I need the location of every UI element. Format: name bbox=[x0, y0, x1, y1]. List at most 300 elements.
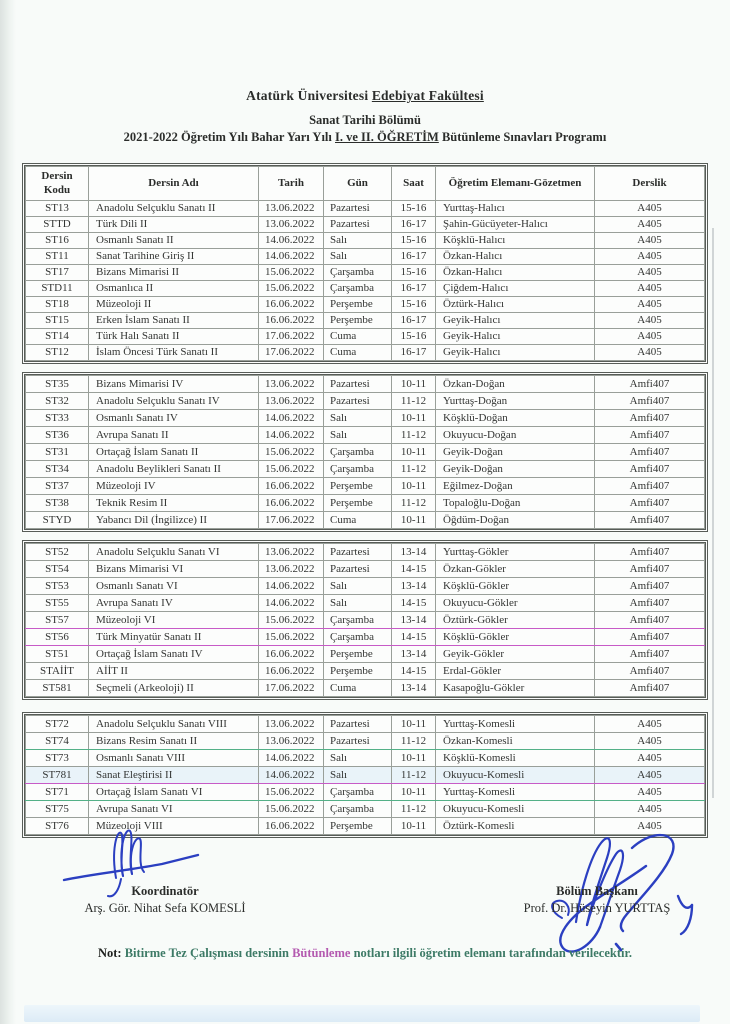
cell-instructor: Özkan-Gökler bbox=[436, 561, 595, 578]
cell-code: ST18 bbox=[26, 297, 89, 313]
table-row bbox=[26, 281, 705, 297]
cell-course: Osmanlı Sanatı II bbox=[89, 233, 259, 249]
university-name: Atatürk Üniversitesi bbox=[246, 88, 372, 103]
cell-day: Pazartesi bbox=[324, 217, 392, 233]
table-row bbox=[26, 750, 705, 767]
cell-room: Amfi407 bbox=[595, 512, 705, 529]
cell-room: Amfi407 bbox=[595, 612, 705, 629]
note-text-2: notları ilgili öğretim elemanı tarafından verilecektir. bbox=[350, 946, 632, 960]
cell-room: Amfi407 bbox=[595, 544, 705, 561]
cell-room: Amfi407 bbox=[595, 663, 705, 680]
cell-room: Amfi407 bbox=[595, 393, 705, 410]
cell-date: 15.06.2022 bbox=[259, 444, 324, 461]
cell-instructor: Eğilmez-Doğan bbox=[436, 478, 595, 495]
table-row bbox=[26, 478, 705, 495]
cell-code: ST11 bbox=[26, 249, 89, 265]
cell-hour: 10-11 bbox=[392, 784, 436, 801]
column-header: Dersin Adı bbox=[89, 167, 259, 201]
cell-code: ST57 bbox=[26, 612, 89, 629]
table-row bbox=[26, 733, 705, 750]
cell-code: ST15 bbox=[26, 313, 89, 329]
cell-day: Salı bbox=[324, 410, 392, 427]
cell-date: 16.06.2022 bbox=[259, 297, 324, 313]
cell-hour: 13-14 bbox=[392, 544, 436, 561]
cell-instructor: Öğdüm-Doğan bbox=[436, 512, 595, 529]
cell-course: Müzeoloji IV bbox=[89, 478, 259, 495]
table-row bbox=[26, 767, 705, 784]
cell-room: Amfi407 bbox=[595, 376, 705, 393]
table-row bbox=[26, 297, 705, 313]
cell-code: STYD bbox=[26, 512, 89, 529]
cell-hour: 16-17 bbox=[392, 313, 436, 329]
cell-hour: 11-12 bbox=[392, 495, 436, 512]
table-row bbox=[26, 345, 705, 361]
cell-date: 14.06.2022 bbox=[259, 767, 324, 784]
column-header: Tarih bbox=[259, 167, 324, 201]
cell-course: Bizans Resim Sanatı II bbox=[89, 733, 259, 750]
cell-room: A405 bbox=[595, 750, 705, 767]
cell-course: Osmanlıca II bbox=[89, 281, 259, 297]
cell-day: Salı bbox=[324, 750, 392, 767]
cell-hour: 11-12 bbox=[392, 461, 436, 478]
table-row bbox=[26, 265, 705, 281]
cell-course: Anadolu Selçuklu Sanatı II bbox=[89, 201, 259, 217]
cell-code: ST31 bbox=[26, 444, 89, 461]
cell-hour: 10-11 bbox=[392, 512, 436, 529]
cell-hour: 16-17 bbox=[392, 249, 436, 265]
cell-date: 14.06.2022 bbox=[259, 578, 324, 595]
cell-code: ST51 bbox=[26, 646, 89, 663]
cell-code: ST17 bbox=[26, 265, 89, 281]
cell-day: Çarşamba bbox=[324, 281, 392, 297]
chair-name: Prof. Dr. Hüseyin YURTTAŞ bbox=[523, 901, 671, 915]
table-row bbox=[26, 249, 705, 265]
cell-course: Osmanlı Sanatı VIII bbox=[89, 750, 259, 767]
cell-code: ST55 bbox=[26, 595, 89, 612]
cell-instructor: Okuyucu-Doğan bbox=[436, 427, 595, 444]
cell-day: Salı bbox=[324, 249, 392, 265]
cell-code: ST14 bbox=[26, 329, 89, 345]
cell-room: Amfi407 bbox=[595, 646, 705, 663]
cell-date: 16.06.2022 bbox=[259, 313, 324, 329]
column-header: Gün bbox=[324, 167, 392, 201]
program-title bbox=[0, 130, 730, 145]
cell-day: Pazartesi bbox=[324, 393, 392, 410]
cell-hour: 16-17 bbox=[392, 281, 436, 297]
cell-room: A405 bbox=[595, 345, 705, 361]
cell-date: 15.06.2022 bbox=[259, 801, 324, 818]
cell-date: 16.06.2022 bbox=[259, 478, 324, 495]
cell-room: A405 bbox=[595, 313, 705, 329]
column-header: Öğretim Elemanı-Gözetmen bbox=[436, 167, 595, 201]
cell-room: A405 bbox=[595, 297, 705, 313]
cell-course: Müzeoloji VIII bbox=[89, 818, 259, 835]
cell-room: A405 bbox=[595, 281, 705, 297]
cell-day: Perşembe bbox=[324, 818, 392, 835]
cell-hour: 10-11 bbox=[392, 410, 436, 427]
cell-code: ST12 bbox=[26, 345, 89, 361]
cell-instructor: Topaloğlu-Doğan bbox=[436, 495, 595, 512]
cell-room: A405 bbox=[595, 801, 705, 818]
table-row bbox=[26, 217, 705, 233]
cell-date: 15.06.2022 bbox=[259, 784, 324, 801]
cell-date: 16.06.2022 bbox=[259, 663, 324, 680]
exam-table-4-grid bbox=[25, 715, 705, 835]
cell-hour: 11-12 bbox=[392, 733, 436, 750]
note-highlight: Bütünleme bbox=[292, 946, 351, 960]
cell-room: Amfi407 bbox=[595, 629, 705, 646]
cell-course: Sanat Tarihine Giriş II bbox=[89, 249, 259, 265]
cell-instructor: Geyik-Doğan bbox=[436, 444, 595, 461]
cell-room: A405 bbox=[595, 818, 705, 835]
table-row bbox=[26, 393, 705, 410]
faculty-name: Edebiyat Fakültesi bbox=[371, 88, 484, 103]
cell-day: Çarşamba bbox=[324, 461, 392, 478]
cell-day: Pazartesi bbox=[324, 544, 392, 561]
cell-date: 16.06.2022 bbox=[259, 495, 324, 512]
cell-instructor: Geyik-Halıcı bbox=[436, 329, 595, 345]
cell-instructor: Erdal-Gökler bbox=[436, 663, 595, 680]
cell-course: Ortaçağ İslam Sanatı II bbox=[89, 444, 259, 461]
cell-day: Perşembe bbox=[324, 495, 392, 512]
cell-instructor: Köşklü-Halıcı bbox=[436, 233, 595, 249]
table-row bbox=[26, 329, 705, 345]
cell-course: Avrupa Sanatı IV bbox=[89, 595, 259, 612]
cell-room: Amfi407 bbox=[595, 478, 705, 495]
cell-date: 13.06.2022 bbox=[259, 561, 324, 578]
note-label: Not: bbox=[97, 946, 122, 960]
cell-course: Yabancı Dil (İngilizce) II bbox=[89, 512, 259, 529]
cell-code: ST56 bbox=[26, 629, 89, 646]
cell-date: 13.06.2022 bbox=[259, 544, 324, 561]
table-row bbox=[26, 612, 705, 629]
cell-room: Amfi407 bbox=[595, 444, 705, 461]
chair-block bbox=[497, 884, 697, 916]
cell-hour: 14-15 bbox=[392, 595, 436, 612]
table-row bbox=[26, 313, 705, 329]
cell-course: Ortaçağ İslam Sanatı VI bbox=[89, 784, 259, 801]
cell-day: Salı bbox=[324, 578, 392, 595]
cell-course: Sanat Eleştirisi II bbox=[89, 767, 259, 784]
cell-day: Çarşamba bbox=[324, 265, 392, 281]
scan-artifact-line bbox=[712, 228, 714, 798]
exam-table-2-grid bbox=[25, 375, 705, 529]
cell-hour: 15-16 bbox=[392, 233, 436, 249]
table-row bbox=[26, 495, 705, 512]
cell-day: Perşembe bbox=[324, 313, 392, 329]
cell-day: Salı bbox=[324, 427, 392, 444]
cell-date: 15.06.2022 bbox=[259, 612, 324, 629]
cell-date: 15.06.2022 bbox=[259, 281, 324, 297]
cell-course: Teknik Resim II bbox=[89, 495, 259, 512]
cell-code: ST36 bbox=[26, 427, 89, 444]
cell-hour: 14-15 bbox=[392, 629, 436, 646]
cell-date: 13.06.2022 bbox=[259, 376, 324, 393]
column-header: Saat bbox=[392, 167, 436, 201]
cell-day: Pazartesi bbox=[324, 201, 392, 217]
cell-instructor: Geyik-Halıcı bbox=[436, 345, 595, 361]
table-row bbox=[26, 544, 705, 561]
cell-hour: 10-11 bbox=[392, 818, 436, 835]
exam-table-1 bbox=[22, 163, 708, 364]
table-row bbox=[26, 444, 705, 461]
cell-instructor: Okuyucu-Komesli bbox=[436, 801, 595, 818]
table-row bbox=[26, 680, 705, 697]
cell-code: ST13 bbox=[26, 201, 89, 217]
cell-date: 13.06.2022 bbox=[259, 393, 324, 410]
department-title: Sanat Tarihi Bölümü bbox=[309, 113, 421, 127]
cell-instructor: Köşklü-Komesli bbox=[436, 750, 595, 767]
cell-day: Cuma bbox=[324, 345, 392, 361]
cell-code: ST32 bbox=[26, 393, 89, 410]
coordinator-block bbox=[65, 884, 265, 916]
cell-hour: 15-16 bbox=[392, 297, 436, 313]
cell-instructor: Öztürk-Komesli bbox=[436, 818, 595, 835]
cell-code: ST35 bbox=[26, 376, 89, 393]
cell-instructor: Kasapoğlu-Gökler bbox=[436, 680, 595, 697]
exam-table-2 bbox=[22, 372, 708, 532]
cell-instructor: Okuyucu-Komesli bbox=[436, 767, 595, 784]
scan-bottom-band bbox=[24, 1005, 700, 1022]
cell-course: Türk Minyatür Sanatı II bbox=[89, 629, 259, 646]
cell-room: A405 bbox=[595, 733, 705, 750]
cell-instructor: Yurttaş-Komesli bbox=[436, 716, 595, 733]
cell-code: ST781 bbox=[26, 767, 89, 784]
table-row bbox=[26, 410, 705, 427]
cell-hour: 13-14 bbox=[392, 646, 436, 663]
chair-title: Bölüm Başkanı bbox=[556, 884, 638, 898]
table-row bbox=[26, 201, 705, 217]
cell-room: Amfi407 bbox=[595, 595, 705, 612]
table-row bbox=[26, 663, 705, 680]
cell-room: Amfi407 bbox=[595, 578, 705, 595]
cell-day: Çarşamba bbox=[324, 612, 392, 629]
cell-hour: 10-11 bbox=[392, 716, 436, 733]
cell-course: Bizans Mimarisi VI bbox=[89, 561, 259, 578]
cell-instructor: Köşklü-Doğan bbox=[436, 410, 595, 427]
university-title bbox=[0, 88, 730, 104]
footer-note bbox=[0, 946, 730, 961]
cell-course: Anadolu Selçuklu Sanatı IV bbox=[89, 393, 259, 410]
cell-course: Müzeoloji II bbox=[89, 297, 259, 313]
cell-day: Perşembe bbox=[324, 297, 392, 313]
cell-instructor: Çiğdem-Halıcı bbox=[436, 281, 595, 297]
exam-table-4 bbox=[22, 712, 708, 838]
cell-day: Çarşamba bbox=[324, 784, 392, 801]
cell-course: Anadolu Selçuklu Sanatı VIII bbox=[89, 716, 259, 733]
cell-code: ST38 bbox=[26, 495, 89, 512]
cell-code: ST53 bbox=[26, 578, 89, 595]
cell-date: 16.06.2022 bbox=[259, 818, 324, 835]
cell-course: Avrupa Sanatı VI bbox=[89, 801, 259, 818]
cell-room: Amfi407 bbox=[595, 495, 705, 512]
cell-instructor: Özkan-Doğan bbox=[436, 376, 595, 393]
cell-room: A405 bbox=[595, 716, 705, 733]
cell-hour: 10-11 bbox=[392, 750, 436, 767]
table-row bbox=[26, 595, 705, 612]
cell-hour: 13-14 bbox=[392, 578, 436, 595]
cell-day: Cuma bbox=[324, 512, 392, 529]
scan-left-edge bbox=[0, 0, 16, 1024]
cell-code: STD11 bbox=[26, 281, 89, 297]
cell-day: Çarşamba bbox=[324, 444, 392, 461]
cell-room: A405 bbox=[595, 767, 705, 784]
cell-code: STTD bbox=[26, 217, 89, 233]
cell-date: 15.06.2022 bbox=[259, 629, 324, 646]
program-title-prefix: 2021-2022 Öğretim Yılı Bahar Yarı Yılı bbox=[123, 130, 335, 144]
cell-day: Perşembe bbox=[324, 663, 392, 680]
cell-instructor: Geyik-Gökler bbox=[436, 646, 595, 663]
cell-course: Bizans Mimarisi IV bbox=[89, 376, 259, 393]
cell-day: Cuma bbox=[324, 680, 392, 697]
column-header: Derslik bbox=[595, 167, 705, 201]
cell-instructor: Özkan-Halıcı bbox=[436, 265, 595, 281]
table-row bbox=[26, 801, 705, 818]
cell-day: Çarşamba bbox=[324, 801, 392, 818]
cell-day: Cuma bbox=[324, 329, 392, 345]
table-row bbox=[26, 716, 705, 733]
cell-code: STAİİT bbox=[26, 663, 89, 680]
cell-room: A405 bbox=[595, 233, 705, 249]
cell-hour: 13-14 bbox=[392, 680, 436, 697]
program-title-suffix: Bütünleme Sınavları Programı bbox=[438, 130, 607, 144]
cell-day: Pazartesi bbox=[324, 561, 392, 578]
cell-code: ST16 bbox=[26, 233, 89, 249]
cell-hour: 11-12 bbox=[392, 393, 436, 410]
cell-room: A405 bbox=[595, 265, 705, 281]
table-row bbox=[26, 427, 705, 444]
cell-code: ST74 bbox=[26, 733, 89, 750]
cell-date: 16.06.2022 bbox=[259, 646, 324, 663]
cell-code: ST71 bbox=[26, 784, 89, 801]
cell-instructor: Geyik-Halıcı bbox=[436, 313, 595, 329]
cell-code: ST75 bbox=[26, 801, 89, 818]
cell-date: 17.06.2022 bbox=[259, 512, 324, 529]
cell-date: 15.06.2022 bbox=[259, 461, 324, 478]
cell-instructor: Şahin-Gücüyeter-Halıcı bbox=[436, 217, 595, 233]
cell-day: Çarşamba bbox=[324, 629, 392, 646]
cell-room: Amfi407 bbox=[595, 561, 705, 578]
cell-room: A405 bbox=[595, 329, 705, 345]
cell-instructor: Yurttaş-Komesli bbox=[436, 784, 595, 801]
cell-code: ST76 bbox=[26, 818, 89, 835]
cell-course: Osmanlı Sanatı VI bbox=[89, 578, 259, 595]
table-row bbox=[26, 233, 705, 249]
cell-hour: 15-16 bbox=[392, 329, 436, 345]
cell-instructor: Öztürk-Gökler bbox=[436, 612, 595, 629]
cell-instructor: Yurttaş-Doğan bbox=[436, 393, 595, 410]
header-row bbox=[26, 167, 705, 201]
cell-hour: 11-12 bbox=[392, 427, 436, 444]
cell-room: A405 bbox=[595, 249, 705, 265]
cell-instructor: Okuyucu-Gökler bbox=[436, 595, 595, 612]
cell-date: 13.06.2022 bbox=[259, 733, 324, 750]
cell-code: ST72 bbox=[26, 716, 89, 733]
cell-hour: 14-15 bbox=[392, 663, 436, 680]
cell-date: 14.06.2022 bbox=[259, 249, 324, 265]
cell-course: Türk Halı Sanatı II bbox=[89, 329, 259, 345]
table-row bbox=[26, 561, 705, 578]
document-header bbox=[0, 88, 730, 145]
cell-code: ST37 bbox=[26, 478, 89, 495]
cell-date: 17.06.2022 bbox=[259, 345, 324, 361]
cell-instructor: Yurttaş-Gökler bbox=[436, 544, 595, 561]
cell-course: Avrupa Sanatı II bbox=[89, 427, 259, 444]
cell-room: Amfi407 bbox=[595, 427, 705, 444]
cell-day: Salı bbox=[324, 233, 392, 249]
cell-course: Erken İslam Sanatı II bbox=[89, 313, 259, 329]
table-row bbox=[26, 376, 705, 393]
cell-instructor: Köşklü-Gökler bbox=[436, 629, 595, 646]
cell-course: Anadolu Beylikleri Sanatı II bbox=[89, 461, 259, 478]
cell-room: A405 bbox=[595, 784, 705, 801]
cell-code: ST54 bbox=[26, 561, 89, 578]
cell-code: ST52 bbox=[26, 544, 89, 561]
cell-course: İslam Öncesi Türk Sanatı II bbox=[89, 345, 259, 361]
cell-date: 17.06.2022 bbox=[259, 680, 324, 697]
exam-table-3-grid bbox=[25, 543, 705, 697]
cell-room: Amfi407 bbox=[595, 410, 705, 427]
cell-course: Bizans Mimarisi II bbox=[89, 265, 259, 281]
cell-instructor: Yurttaş-Halıcı bbox=[436, 201, 595, 217]
cell-date: 17.06.2022 bbox=[259, 329, 324, 345]
cell-day: Pazartesi bbox=[324, 733, 392, 750]
cell-hour: 16-17 bbox=[392, 345, 436, 361]
cell-instructor: Öztürk-Halıcı bbox=[436, 297, 595, 313]
cell-room: Amfi407 bbox=[595, 461, 705, 478]
cell-code: ST34 bbox=[26, 461, 89, 478]
table-row bbox=[26, 784, 705, 801]
cell-code: ST581 bbox=[26, 680, 89, 697]
cell-course: Anadolu Selçuklu Sanatı VI bbox=[89, 544, 259, 561]
cell-hour: 15-16 bbox=[392, 201, 436, 217]
cell-room: A405 bbox=[595, 201, 705, 217]
cell-day: Perşembe bbox=[324, 646, 392, 663]
cell-course: Müzeoloji VI bbox=[89, 612, 259, 629]
cell-hour: 15-16 bbox=[392, 265, 436, 281]
cell-hour: 10-11 bbox=[392, 444, 436, 461]
coordinator-title: Koordinatör bbox=[131, 884, 199, 898]
table-row bbox=[26, 512, 705, 529]
table-row bbox=[26, 578, 705, 595]
column-header: Dersin Kodu bbox=[26, 167, 89, 201]
cell-day: Salı bbox=[324, 595, 392, 612]
cell-date: 13.06.2022 bbox=[259, 716, 324, 733]
cell-hour: 10-11 bbox=[392, 478, 436, 495]
cell-room: Amfi407 bbox=[595, 680, 705, 697]
cell-instructor: Geyik-Doğan bbox=[436, 461, 595, 478]
program-title-underlined: I. ve II. ÖĞRETİM bbox=[335, 130, 439, 144]
cell-day: Pazartesi bbox=[324, 376, 392, 393]
cell-day: Salı bbox=[324, 767, 392, 784]
coordinator-name: Arş. Gör. Nihat Sefa KOMESLİ bbox=[84, 901, 246, 915]
cell-code: ST73 bbox=[26, 750, 89, 767]
cell-course: AİİT II bbox=[89, 663, 259, 680]
note-text-1: Bitirme Tez Çalışması dersinin bbox=[121, 946, 293, 960]
cell-hour: 14-15 bbox=[392, 561, 436, 578]
cell-date: 13.06.2022 bbox=[259, 217, 324, 233]
cell-day: Perşembe bbox=[324, 478, 392, 495]
table-row bbox=[26, 461, 705, 478]
cell-instructor: Özkan-Halıcı bbox=[436, 249, 595, 265]
cell-instructor: Özkan-Komesli bbox=[436, 733, 595, 750]
cell-date: 15.06.2022 bbox=[259, 265, 324, 281]
cell-hour: 13-14 bbox=[392, 612, 436, 629]
cell-instructor: Köşklü-Gökler bbox=[436, 578, 595, 595]
cell-code: ST33 bbox=[26, 410, 89, 427]
cell-date: 14.06.2022 bbox=[259, 750, 324, 767]
cell-course: Osmanlı Sanatı IV bbox=[89, 410, 259, 427]
